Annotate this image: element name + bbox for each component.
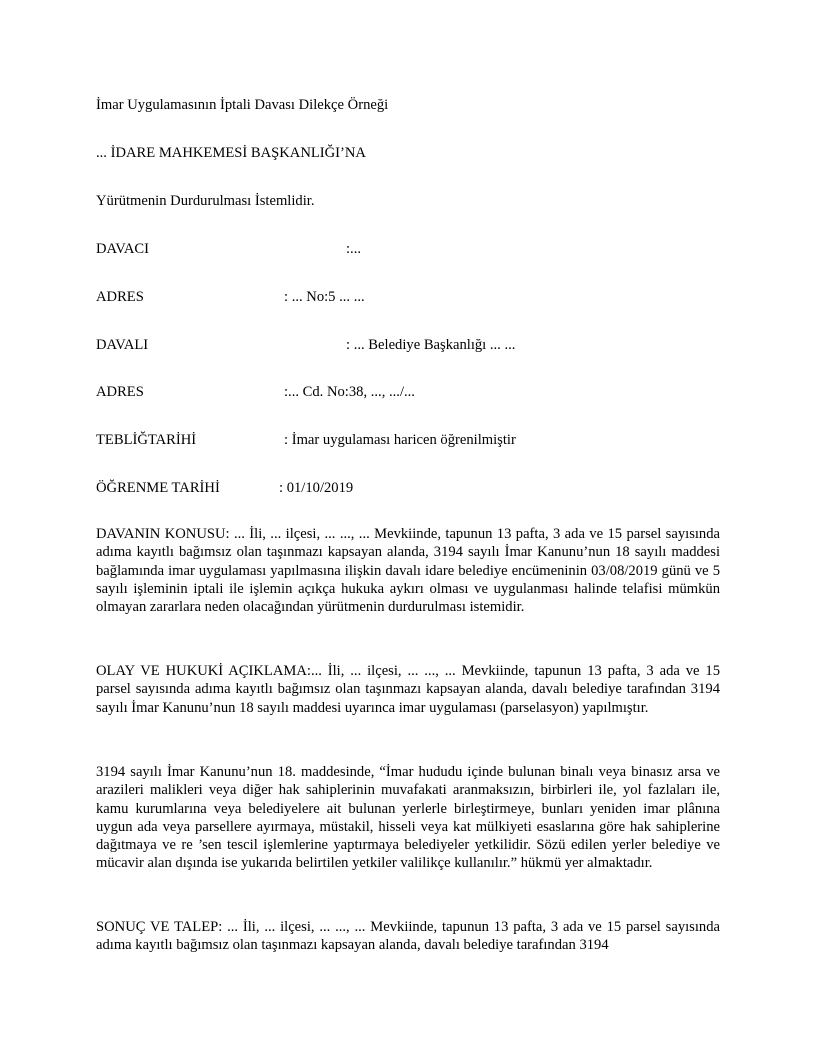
- stay-request-line: Yürütmenin Durdurulması İstemlidir.: [96, 193, 315, 209]
- field-label: DAVACI: [96, 241, 149, 257]
- field-value: : ... Belediye Başkanlığı ... ...: [346, 337, 516, 353]
- field-label: ADRES: [96, 384, 144, 400]
- field-label: ÖĞRENME TARİHİ: [96, 480, 220, 496]
- field-label: TEBLİĞTARİHİ: [96, 432, 197, 448]
- paragraph-davanin-konusu: DAVANIN KONUSU: ... İli, ... ilçesi, ... ..., ... Mevkiinde, tapunun 13 pafta, 3 ada ve 15 parsel sayısında adıma kayıtlı bağımsız olan taşınmazı kapsayan alanda, 3194 sayılı İmar Kanunu’nun 18 sayılı maddesi bağlamında imar uygulaması yapılmasına ilişkin davalı idare belediye encümeninin 03/08/2019 günü ve 5 sayılı işleminin iptali ile işlemin açıkça hukuka aykırı olması ve uygulanması halinde telafisi mümkün olmayan zararlara neden olacağından yürütmenin durdurulması istemidir.: [96, 526, 720, 616]
- field-value: :...: [346, 241, 361, 257]
- field-label: ADRES: [96, 289, 144, 305]
- field-value: : ... No:5 ... ...: [284, 289, 365, 305]
- paragraph-kanun-maddesi: 3194 sayılı İmar Kanunu’nun 18. maddesinde, “İmar hududu içinde bulunan binalı veya binasız arsa ve arazileri malikleri veya diğer hak sahiplerinin muvafakati aranmaksızın, birbirleri ile, yol fazlaları ile, kamu kurumlarına veya belediyelere ait bulunan yerlerle birleştirmeye, bunları yeniden imar plânına uygun ada veya parsellere ayırmaya, müstakil, hisseli veya kat mülkiyeti esaslarına göre hak sahiplerine dağıtmaya ve re ’sen tescil işlemlerine yaptırmaya belediyeler yetkilidir. Sözü edilen yerler belediye ve mücavir alan dışında ise yukarıda belirtilen yetkiler valilikçe kullanılır.” hükmü yer almaktadır.: [96, 764, 720, 872]
- field-value: : 01/10/2019: [279, 480, 354, 496]
- field-label: DAVALI: [96, 337, 149, 353]
- paragraph-olay-ve-hukuki-aciklama: OLAY VE HUKUKİ AÇIKLAMA:... İli, ... ilçesi, ... ..., ... Mevkiinde, tapunun 13 pafta, 3 ada ve 15 parsel sayısında adıma kayıtlı bağımsız olan taşınmazı kapsayan alanda, davalı belediye tarafından 3194 sayılı İmar Kanunu’nun 18 sayılı maddesi uyarınca imar uygulaması (parselasyon) yapılmıştır.: [96, 663, 720, 716]
- document-title: İmar Uygulamasının İptali Davası Dilekçe Örneği: [96, 97, 389, 113]
- court-heading: ... İDARE MAHKEMESİ BAŞKANLIĞI’NA: [96, 145, 366, 161]
- paragraph-sonuc-ve-talep: SONUÇ VE TALEP: ... İli, ... ilçesi, ... ..., ... Mevkiinde, tapunun 13 pafta, 3 ada ve 15 parsel sayısında adıma kayıtlı bağımsız olan taşınmazı kapsayan alanda, davalı belediye tarafından 3194: [96, 919, 720, 954]
- field-value: : İmar uygulaması haricen öğrenilmiştir: [284, 432, 516, 448]
- field-value: :... Cd. No:38, ..., .../...: [284, 384, 415, 400]
